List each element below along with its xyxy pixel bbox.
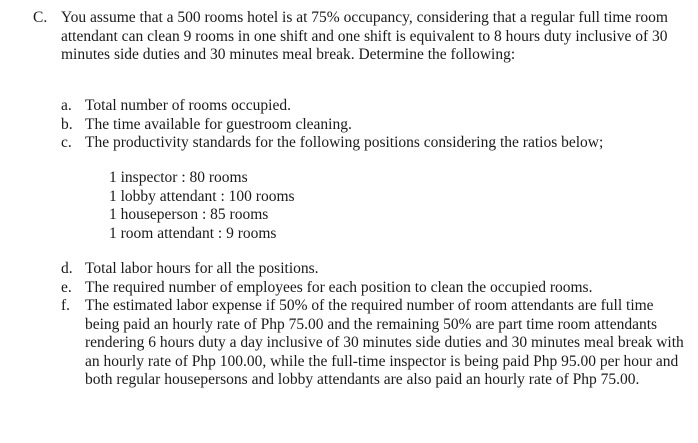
item-marker: e. <box>61 278 72 296</box>
list-item-f <box>61 297 691 390</box>
item-list-abc <box>61 97 691 153</box>
item-marker: c. <box>61 134 72 151</box>
item-marker: b. <box>61 115 73 133</box>
item-text: Total number of rooms occupied. <box>85 97 291 114</box>
ratio-houseperson: 1 houseperson : 85 rooms <box>109 206 269 223</box>
ratio-room-attendant: 1 room attendant : 9 rooms <box>109 224 277 242</box>
list-item-c <box>61 134 691 153</box>
ratio-inspector: 1 inspector : 80 rooms <box>109 169 248 186</box>
item-text: The time available for guestroom cleaning. <box>85 115 352 133</box>
ratio-list <box>109 169 295 243</box>
item-text: The required number of employees for each position to clean the occupied rooms. <box>85 278 593 296</box>
question-label: C. <box>33 9 48 26</box>
ratio-lobby-attendant: 1 lobby attendant : 100 rooms <box>109 187 295 205</box>
item-text: Total labor hours for all the positions. <box>85 260 319 277</box>
question-intro: You assume that a 500 rooms hotel is at 75% occupancy, considering that a regular full time room attendant can clean 9 rooms in one shift and one shift is equivalent to 8 hours duty inclusive of 30 minutes side duties and 30 minutes meal break. Determine the following: <box>61 9 668 63</box>
list-item-a <box>61 97 691 116</box>
item-list-def <box>61 260 691 390</box>
item-marker: f. <box>61 297 71 314</box>
item-marker: d. <box>61 260 73 277</box>
item-text: The productivity standards for the following positions considering the ratios below; <box>85 134 604 151</box>
list-item-d <box>61 260 691 279</box>
list-item-e <box>61 279 691 298</box>
item-text: The estimated labor expense if 50% of the required number of room attendants are full time being paid an hourly rate of Php 75.00 and the remaining 50% are part time room attendants rendering 6 hours duty a day inclusive of 30 minutes side duties and 30 minutes meal break with an hourly rate of Php 100.00, while the full-time inspector is being paid Php 95.00 per hour and both regular housepersons and lobby attendants are also paid an hourly rate of Php 75.00. <box>85 297 684 388</box>
list-item-b <box>61 116 691 135</box>
item-marker: a. <box>61 97 72 114</box>
